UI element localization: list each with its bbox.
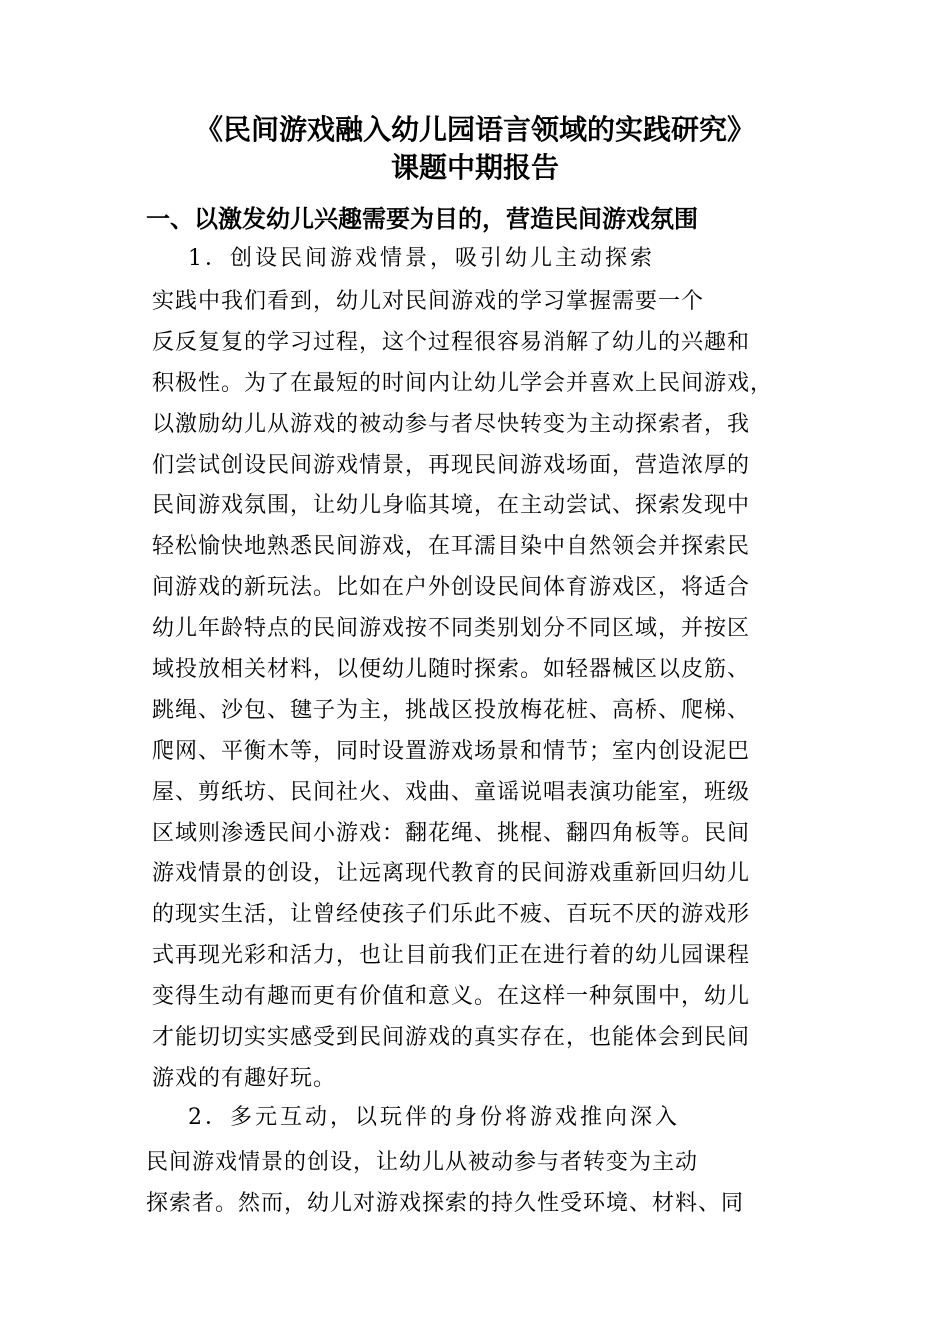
report-title-line1: 《民间游戏融入幼儿园语言领域的实践研究》 <box>194 113 755 146</box>
section-heading: 一、以激发幼儿兴趣需要为目的，营造民间游戏氛围 <box>146 204 698 233</box>
paragraph-line: 间游戏的新玩法。比如在户外创设民间体育游戏区，将适合 <box>152 575 751 601</box>
paragraph-line: 探索者。然而，幼儿对游戏探索的持久性受环境、材料、同 <box>146 1190 745 1216</box>
paragraph-line: 们尝试创设民间游戏情景，再现民间游戏场面，营造浓厚的 <box>152 452 751 478</box>
paragraph-line: 反反复复的学习过程，这个过程很容易消解了幼儿的兴趣和 <box>152 329 751 355</box>
paragraph-line: 才能切切实实感受到民间游戏的真实存在，也能体会到民间 <box>152 1025 751 1051</box>
paragraph-line: 民间游戏情景的创设，让幼儿从被动参与者转变为主动 <box>146 1150 699 1175</box>
paragraph-line: 幼儿年龄特点的民间游戏按不同类别划分不同区域，并按区 <box>152 616 751 642</box>
paragraph-line: 的现实生活，让曾经使孩子们乐此不疲、百玩不厌的游戏形 <box>152 902 751 928</box>
paragraph-line: 实践中我们看到，幼儿对民间游戏的学习掌握需要一个 <box>152 289 705 314</box>
paragraph-line: 爬网、平衡木等，同时设置游戏场景和情节；室内创设泥巴 <box>152 738 751 764</box>
paragraph-line: 积极性。为了在最短的时间内让幼儿学会并喜欢上民间游戏， <box>152 370 774 396</box>
paragraph-line: 区域则渗透民间小游戏：翻花绳、挑棍、翻四角板等。民间 <box>152 820 751 846</box>
subsection-heading-1: 1．创设民间游戏情景，吸引幼儿主动探索 <box>188 246 655 271</box>
paragraph-1 <box>152 282 822 1100</box>
paragraph-line: 式再现光彩和活力，也让目前我们正在进行着的幼儿园课程 <box>152 943 751 969</box>
paragraph-2 <box>146 1143 816 1225</box>
paragraph-line: 域投放相关材料，以便幼儿随时探索。如轻器械区以皮筋、 <box>152 657 751 683</box>
paragraph-line: 游戏的有趣好玩。 <box>152 1065 337 1091</box>
paragraph-line: 民间游戏氛围，让幼儿身临其境，在主动尝试、探索发现中 <box>152 493 751 519</box>
report-title-line2: 课题中期报告 <box>390 151 559 184</box>
paragraph-line: 游戏情景的创设，让远离现代教育的民间游戏重新回归幼儿 <box>152 861 751 887</box>
paragraph-line: 变得生动有趣而更有价值和意义。在这样一种氛围中，幼儿 <box>152 984 751 1010</box>
subsection-heading-2: 2．多元互动，以玩伴的身份将游戏推向深入 <box>188 1105 680 1130</box>
paragraph-line: 屋、剪纸坊、民间社火、戏曲、童谣说唱表演功能室，班级 <box>152 779 751 805</box>
paragraph-line: 跳绳、沙包、毽子为主，挑战区投放梅花桩、高桥、爬梯、 <box>152 697 751 723</box>
paragraph-line: 以激励幼儿从游戏的被动参与者尽快转变为主动探索者，我 <box>152 411 751 437</box>
paragraph-line: 轻松愉快地熟悉民间游戏，在耳濡目染中自然领会并探索民 <box>152 534 751 560</box>
